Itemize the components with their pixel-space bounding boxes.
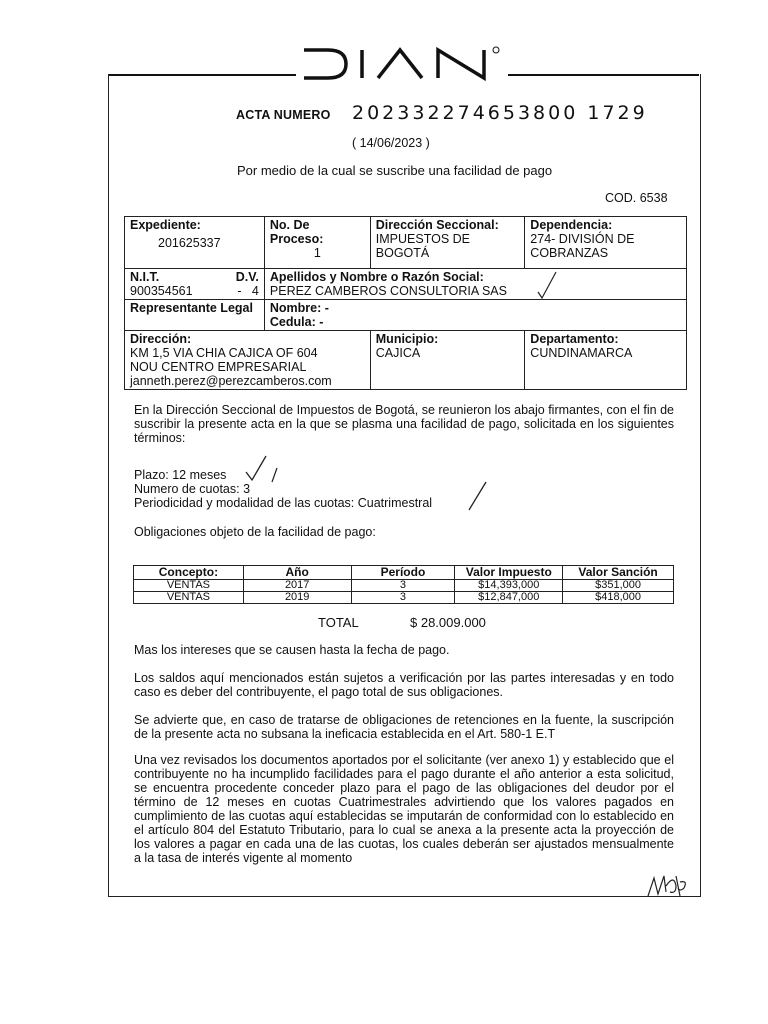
cell-periodo: 3 bbox=[351, 592, 455, 604]
razon-social-label: Apellidos y Nombre o Razón Social: bbox=[269, 270, 484, 284]
cell-anio: 2017 bbox=[243, 580, 351, 592]
dependencia-value: 274- DIVISIÓN DE COBRANZAS bbox=[530, 232, 635, 260]
municipio-cell bbox=[370, 331, 525, 390]
cell-valor-impuesto: $12,847,000 bbox=[455, 592, 563, 604]
cell-valor-impuesto: $14,393,000 bbox=[455, 580, 563, 592]
cod-label: COD. 6538 bbox=[605, 191, 668, 205]
nit-value: 900354561 bbox=[130, 284, 193, 298]
expediente-cell bbox=[125, 217, 265, 269]
term-periodicidad: Periodicidad y modalidad de las cuotas: Cuatrimestral bbox=[134, 496, 433, 510]
col-concepto: Concepto: bbox=[134, 566, 244, 580]
departamento-cell bbox=[525, 331, 687, 390]
razon-social-cell bbox=[264, 269, 686, 300]
cell-anio: 2019 bbox=[243, 592, 351, 604]
direccion-line2: NOU CENTRO EMPRESARIAL bbox=[130, 360, 307, 374]
nit-label: N.I.T. bbox=[130, 270, 160, 284]
departamento-value: CUNDINAMARCA bbox=[530, 346, 633, 360]
term-cuotas: Numero de cuotas: 3 bbox=[134, 482, 251, 496]
dependencia-cell bbox=[525, 217, 687, 269]
dv-value: - 4 bbox=[237, 284, 259, 298]
seccional-label: Dirección Seccional: bbox=[375, 218, 499, 232]
representante-cell bbox=[264, 300, 686, 331]
nombre-label: Nombre: - bbox=[269, 301, 329, 315]
proceso-cell bbox=[264, 217, 370, 269]
info-table bbox=[124, 216, 687, 390]
seccional-cell bbox=[370, 217, 525, 269]
departamento-label: Departamento: bbox=[530, 332, 619, 346]
check-mark-icon bbox=[536, 270, 560, 300]
acta-number: 202332274653800 1729 bbox=[352, 102, 648, 124]
acta-date: ( 14/06/2023 ) bbox=[352, 136, 430, 150]
razon-social-value: PEREZ CAMBEROS CONSULTORIA SAS bbox=[269, 284, 507, 298]
obligations-header-row bbox=[134, 566, 674, 580]
intro-text: Por medio de la cual se suscribe una facilidad de pago bbox=[237, 163, 553, 178]
paragraph-retenciones: Se advierte que, en caso de tratarse de obligaciones de retenciones en la fuente, la suscripción de la presente acta no subsana la ineficacia establecida en el Art. 580-1 E.T bbox=[134, 713, 674, 741]
cell-valor-sancion: $418,000 bbox=[563, 592, 674, 604]
cell-concepto: VENTAS bbox=[134, 580, 244, 592]
col-anio: Año bbox=[243, 566, 351, 580]
col-periodo: Período bbox=[351, 566, 455, 580]
check-mark-icon bbox=[244, 454, 278, 484]
col-valor-impuesto: Valor Impuesto bbox=[455, 566, 563, 580]
initials-signature bbox=[646, 872, 690, 900]
paragraph-saldos: Los saldos aquí mencionados están sujetos a verificación por las partes interesadas y en todo caso es deber del contribuyente, el pago total de sus obligaciones. bbox=[134, 671, 674, 699]
municipio-label: Municipio: bbox=[375, 332, 439, 346]
expediente-value: 201625337 bbox=[158, 236, 221, 250]
cell-valor-sancion: $351,000 bbox=[563, 580, 674, 592]
acta-label: ACTA NUMERO bbox=[236, 108, 331, 122]
proceso-value: 1 bbox=[313, 246, 321, 260]
cedula-label: Cedula: - bbox=[269, 315, 324, 329]
cell-concepto: VENTAS bbox=[134, 592, 244, 604]
paragraph-intereses: Mas los intereses que se causen hasta la fecha de pago. bbox=[134, 643, 450, 657]
paragraph-meeting: En la Dirección Seccional de Impuestos de Bogotá, se reunieron los abajo firmantes, con el fin de suscribir la presente acta en la que se plasma una facilidad de pago, solicitada en los siguientes términos: bbox=[134, 403, 674, 445]
direccion-cell bbox=[125, 331, 371, 390]
obligaciones-intro: Obligaciones objeto de la facilidad de pago: bbox=[134, 525, 376, 539]
obligations-table bbox=[133, 565, 674, 604]
expediente-label: Expediente: bbox=[130, 218, 201, 232]
dv-label: D.V. bbox=[235, 270, 259, 284]
nit-cell bbox=[125, 269, 265, 300]
proceso-label: No. De Proceso: bbox=[269, 218, 324, 246]
col-valor-sancion: Valor Sanción bbox=[563, 566, 674, 580]
check-mark-icon bbox=[466, 480, 490, 512]
table-row bbox=[134, 580, 674, 592]
direccion-label: Dirección: bbox=[130, 332, 192, 346]
dependencia-label: Dependencia: bbox=[530, 218, 613, 232]
seccional-value: IMPUESTOS DE BOGOTÁ bbox=[375, 232, 470, 260]
paragraph-revision: Una vez revisados los documentos aportados por el solicitante (ver anexo 1) y establecido que el contribuyente no ha incumplido facilidades para el pago durante el año anterior a esta solicitud, se encuentra procedente conceder plazo para el pago de las obligaciones del deudor por el término de 12 meses en cuotas Cuatrimestrales advirtiendo que los valores pagados en cumplimiento de las cuotas aquí establecidas se imputarán de conformidad con lo establecido en el artículo 804 del Estatuto Tributario, para lo cual se anexa a la presente acta la proyección de los valores a pagar en cada una de las cuotas, los cuales deberán ser ajustados mensualmente a la tasa de interés vigente al momento bbox=[134, 753, 674, 865]
table-row bbox=[134, 592, 674, 604]
total-value: $ 28.009.000 bbox=[410, 615, 486, 630]
total-label: TOTAL bbox=[318, 615, 359, 630]
representante-label: Representante Legal bbox=[125, 300, 265, 331]
municipio-value: CAJICA bbox=[375, 346, 421, 360]
term-plazo: Plazo: 12 meses bbox=[134, 468, 227, 482]
direccion-email: janneth.perez@perezcamberos.com bbox=[130, 374, 332, 388]
direccion-line1: KM 1,5 VIA CHIA CAJICA OF 604 bbox=[130, 346, 318, 360]
cell-periodo: 3 bbox=[351, 580, 455, 592]
